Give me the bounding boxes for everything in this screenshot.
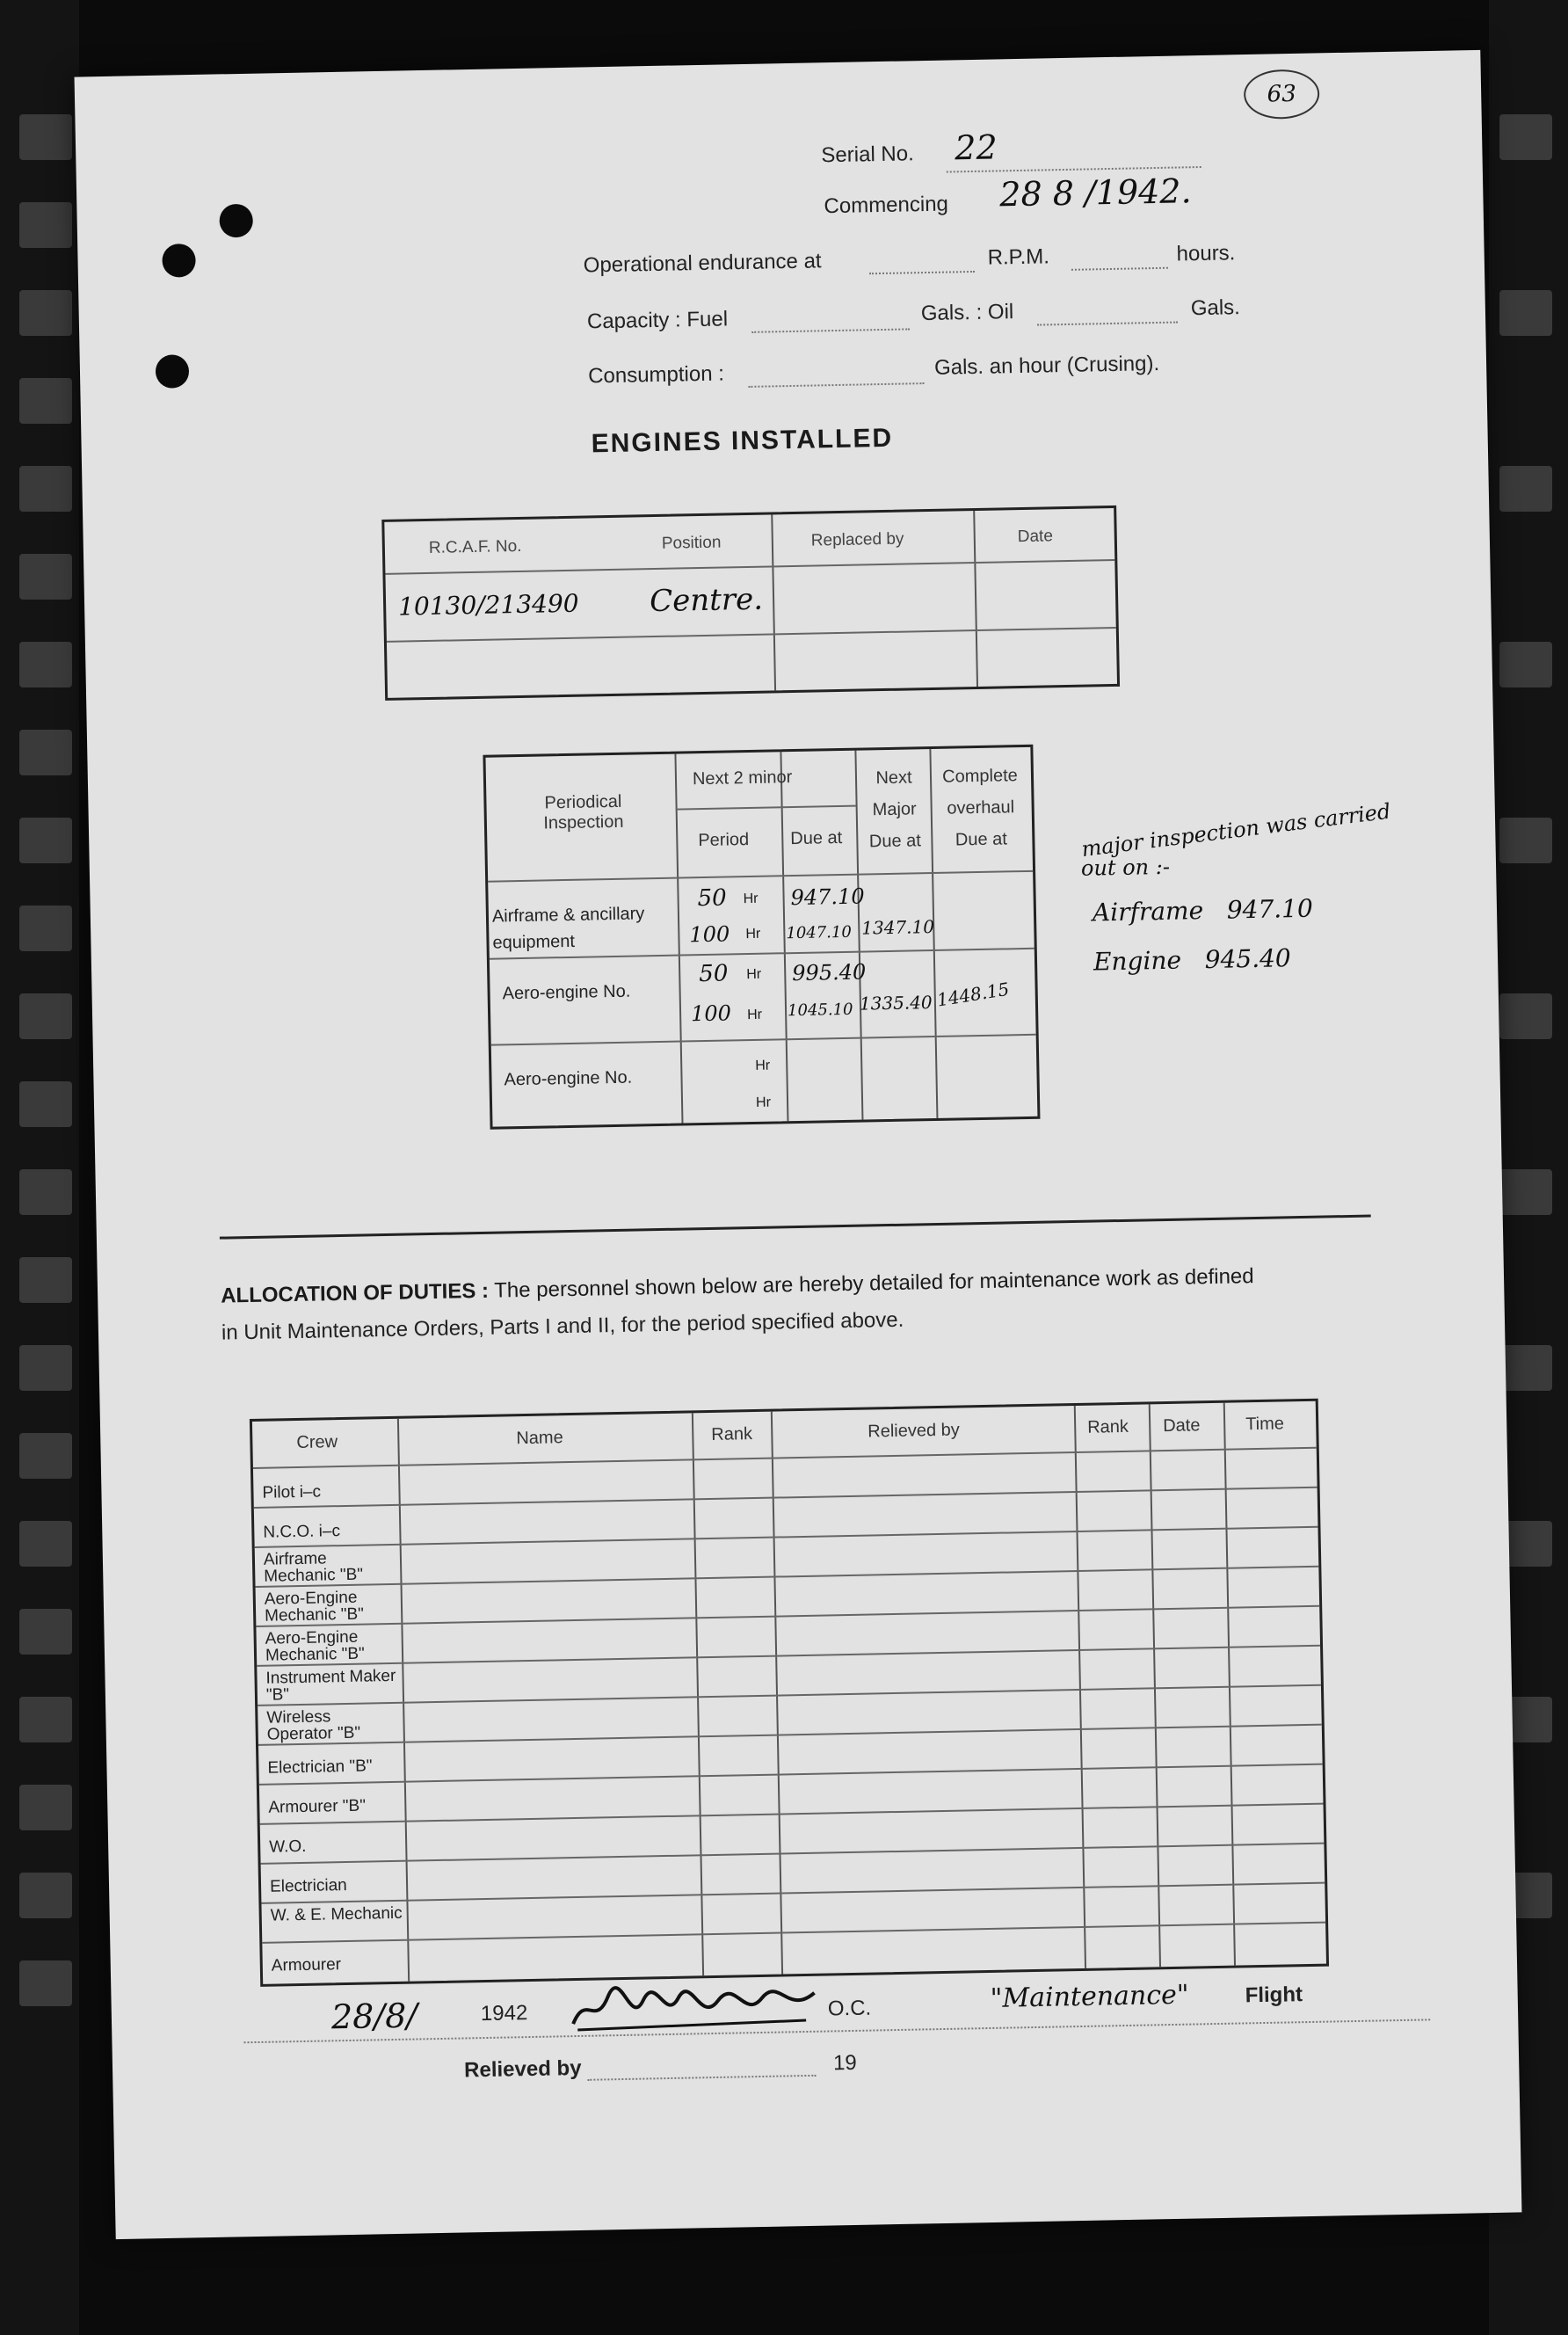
film-perforation <box>19 1609 72 1655</box>
aero1-due-1: 995.40 <box>791 959 867 986</box>
row-rule <box>258 1724 1322 1746</box>
row-rule <box>488 870 1033 883</box>
crew-role: Aero-Engine Mechanic "B" <box>264 1588 365 1626</box>
row-rule <box>261 1882 1325 1904</box>
column-rule <box>771 514 776 690</box>
film-perforation <box>19 1960 72 2006</box>
row-rule <box>255 1526 1318 1548</box>
due-at-header: Due at <box>790 827 843 849</box>
time-header: Time <box>1245 1414 1285 1435</box>
row-rule <box>260 1803 1324 1825</box>
row-rule <box>676 805 856 811</box>
film-perforation <box>1499 290 1552 336</box>
film-perforation <box>1499 642 1552 687</box>
footer-date: 28/8/ <box>330 1996 418 2037</box>
footer-year: 1942 <box>480 2001 528 2026</box>
consumption-unit: Gals. an hour (Crusing). <box>933 351 1160 380</box>
airframe-due-1: 947.10 <box>790 884 865 911</box>
punch-hole <box>162 244 196 278</box>
crew-role: W. & E. Mechanic <box>270 1903 403 1925</box>
rpm-label: R.P.M. <box>987 244 1050 270</box>
airframe-period-2: 100 <box>689 921 730 948</box>
aero-engine-2-label: Aero-engine No. <box>504 1067 633 1090</box>
crew-role: Instrument Maker "B" <box>265 1666 396 1705</box>
crew-role: N.C.O. i–c <box>263 1522 341 1542</box>
film-strip-left <box>0 0 79 2335</box>
commencing-value: 28 8 /1942. <box>998 171 1192 215</box>
hr-unit: Hr <box>746 1007 763 1023</box>
period-header: Period <box>698 830 750 851</box>
film-perforation <box>1499 993 1552 1039</box>
crew-role: Armourer "B" <box>268 1796 367 1817</box>
endurance-line <box>869 271 975 274</box>
aero-engine-1-label: Aero-engine No. <box>502 981 631 1004</box>
film-perforation <box>1499 466 1552 512</box>
allocation-title: ALLOCATION OF DUTIES : <box>220 1278 490 1308</box>
film-perforation <box>1499 114 1552 160</box>
next-major-header: Next Major Due at <box>868 767 922 852</box>
hr-unit: Hr <box>755 1095 772 1110</box>
rank-header: Rank <box>711 1424 753 1444</box>
aero1-due-2: 1045.10 <box>787 1000 853 1021</box>
crew-role: Armourer <box>271 1955 342 1975</box>
row-rule <box>258 1684 1321 1706</box>
engines-header-rcaf: R.C.A.F. No. <box>428 536 522 557</box>
engines-title: ENGINES INSTALLED <box>591 423 894 459</box>
relieved-by-line <box>587 2075 816 2081</box>
serial-value: 22 <box>954 127 998 168</box>
officer-signature <box>568 1980 824 2038</box>
film-perforation <box>19 378 72 424</box>
film-perforation <box>19 1257 72 1303</box>
punch-hole <box>156 354 190 389</box>
film-perforation <box>19 730 72 775</box>
next2minor-header: Next 2 minor <box>692 767 793 789</box>
engine-position: Centre. <box>649 581 764 620</box>
film-perforation <box>19 1873 72 1918</box>
row-rule <box>262 1922 1325 1944</box>
hr-unit: Hr <box>745 926 761 942</box>
document-sheet <box>75 50 1522 2239</box>
date-header: Date <box>1163 1415 1201 1437</box>
crew-header: Crew <box>296 1432 338 1453</box>
footer-rule <box>243 2019 1430 2043</box>
row-rule <box>257 1645 1320 1667</box>
rpm-line <box>1071 267 1168 271</box>
capacity-label: Capacity : Fuel <box>586 307 729 334</box>
film-perforation <box>19 993 72 1039</box>
film-perforation <box>19 1697 72 1742</box>
note-line-4: Engine 945.40 <box>1093 943 1291 977</box>
flight-label: Flight <box>1245 1982 1303 2008</box>
allocation-line-1 <box>221 1264 1254 1309</box>
allocation-text-1: The personnel shown below are hereby detailed for maintenance work as defined <box>493 1264 1254 1303</box>
oc-label: O.C. <box>827 1996 872 2021</box>
aero1-period-2: 100 <box>690 1000 732 1027</box>
section-divider <box>220 1215 1371 1240</box>
film-perforation <box>19 290 72 336</box>
engine-rcaf-no: 10130/213490 <box>397 588 579 622</box>
film-perforation <box>19 554 72 600</box>
row-rule <box>385 559 1114 575</box>
crew-role: Electrician "B" <box>267 1757 373 1778</box>
hr-unit: Hr <box>746 966 762 983</box>
aero1-complete-overhaul: 1448.15 <box>935 978 1011 1011</box>
punch-hole <box>219 204 253 238</box>
hr-unit: Hr <box>743 891 759 907</box>
row-rule <box>256 1605 1319 1627</box>
film-perforation <box>19 114 72 160</box>
consumption-line <box>748 382 924 388</box>
row-rule <box>254 1487 1318 1509</box>
film-perforation <box>1499 1345 1552 1391</box>
gals-label: Gals. <box>1190 295 1241 321</box>
allocation-text-2: in Unit Maintenance Orders, Parts I and II, for the period specified above. <box>221 1307 904 1345</box>
complete-overhaul-header: Complete overhaul Due at <box>941 766 1018 850</box>
crew-role: Airframe Mechanic "B" <box>263 1549 364 1586</box>
row-rule <box>261 1843 1325 1865</box>
airframe-period-1: 50 <box>697 884 727 913</box>
flight-name: "Maintenance" <box>990 1979 1190 2014</box>
film-perforation <box>19 1785 72 1830</box>
row-rule <box>387 627 1116 643</box>
row-rule <box>253 1447 1317 1469</box>
row-rule <box>491 1034 1036 1046</box>
engines-table <box>381 506 1120 701</box>
oil-line <box>1037 322 1178 326</box>
airframe-next-major: 1347.10 <box>861 915 935 939</box>
film-perforation <box>1499 818 1552 863</box>
hours-label: hours. <box>1176 241 1236 266</box>
consumption-label: Consumption : <box>587 361 725 389</box>
airframe-row-label: Airframe & ancillary equipment <box>491 904 645 953</box>
periodical-inspection-table <box>483 745 1040 1130</box>
endurance-label: Operational endurance at <box>583 249 822 278</box>
relieved-year: 19 <box>832 2050 858 2076</box>
crew-table <box>250 1399 1329 1987</box>
crew-role: Wireless Operator "B" <box>266 1707 361 1744</box>
crew-role: W.O. <box>269 1837 307 1857</box>
crew-role: Pilot i–c <box>262 1482 322 1502</box>
commencing-label: Commencing <box>824 192 949 219</box>
row-rule <box>256 1566 1319 1588</box>
film-perforation <box>19 1169 72 1215</box>
gals-oil-label: Gals. : Oil <box>920 300 1014 326</box>
folio-number: 63 <box>1244 69 1320 120</box>
film-perforation <box>1499 1169 1552 1215</box>
airframe-due-2: 1047.10 <box>786 922 853 943</box>
column-rule <box>973 511 978 687</box>
film-perforation <box>19 1433 72 1479</box>
rank-2-header: Rank <box>1087 1416 1129 1437</box>
film-perforation <box>19 1345 72 1391</box>
film-perforation <box>19 818 72 863</box>
film-perforation <box>19 202 72 248</box>
relieved-by-label: Relieved by <box>463 2055 582 2083</box>
fuel-line <box>751 328 910 332</box>
name-header: Name <box>516 1428 563 1449</box>
film-perforation <box>19 642 72 687</box>
engines-header-replaced: Replaced by <box>810 529 904 550</box>
periodical-header: Periodical Inspection <box>543 791 624 833</box>
crew-role: Electrician <box>269 1876 347 1896</box>
film-perforation <box>19 466 72 512</box>
film-perforation <box>19 1081 72 1127</box>
note-line-3: Airframe 947.10 <box>1092 893 1314 927</box>
note-line-2: out on :- <box>1080 854 1171 881</box>
film-perforation <box>19 1521 72 1567</box>
engines-header-date: Date <box>1017 527 1054 547</box>
film-perforation <box>19 906 72 951</box>
engines-header-position: Position <box>661 533 722 553</box>
serial-label: Serial No. <box>821 142 915 168</box>
aero1-period-1: 50 <box>698 960 729 988</box>
note-line-1: major inspection was carried <box>1079 798 1392 862</box>
row-rule <box>259 1764 1323 1786</box>
aero1-next-major: 1335.40 <box>859 992 933 1015</box>
relieved-by-header: Relieved by <box>867 1420 960 1442</box>
crew-role: Aero-Engine Mechanic "B" <box>265 1627 365 1665</box>
hr-unit: Hr <box>755 1058 771 1073</box>
